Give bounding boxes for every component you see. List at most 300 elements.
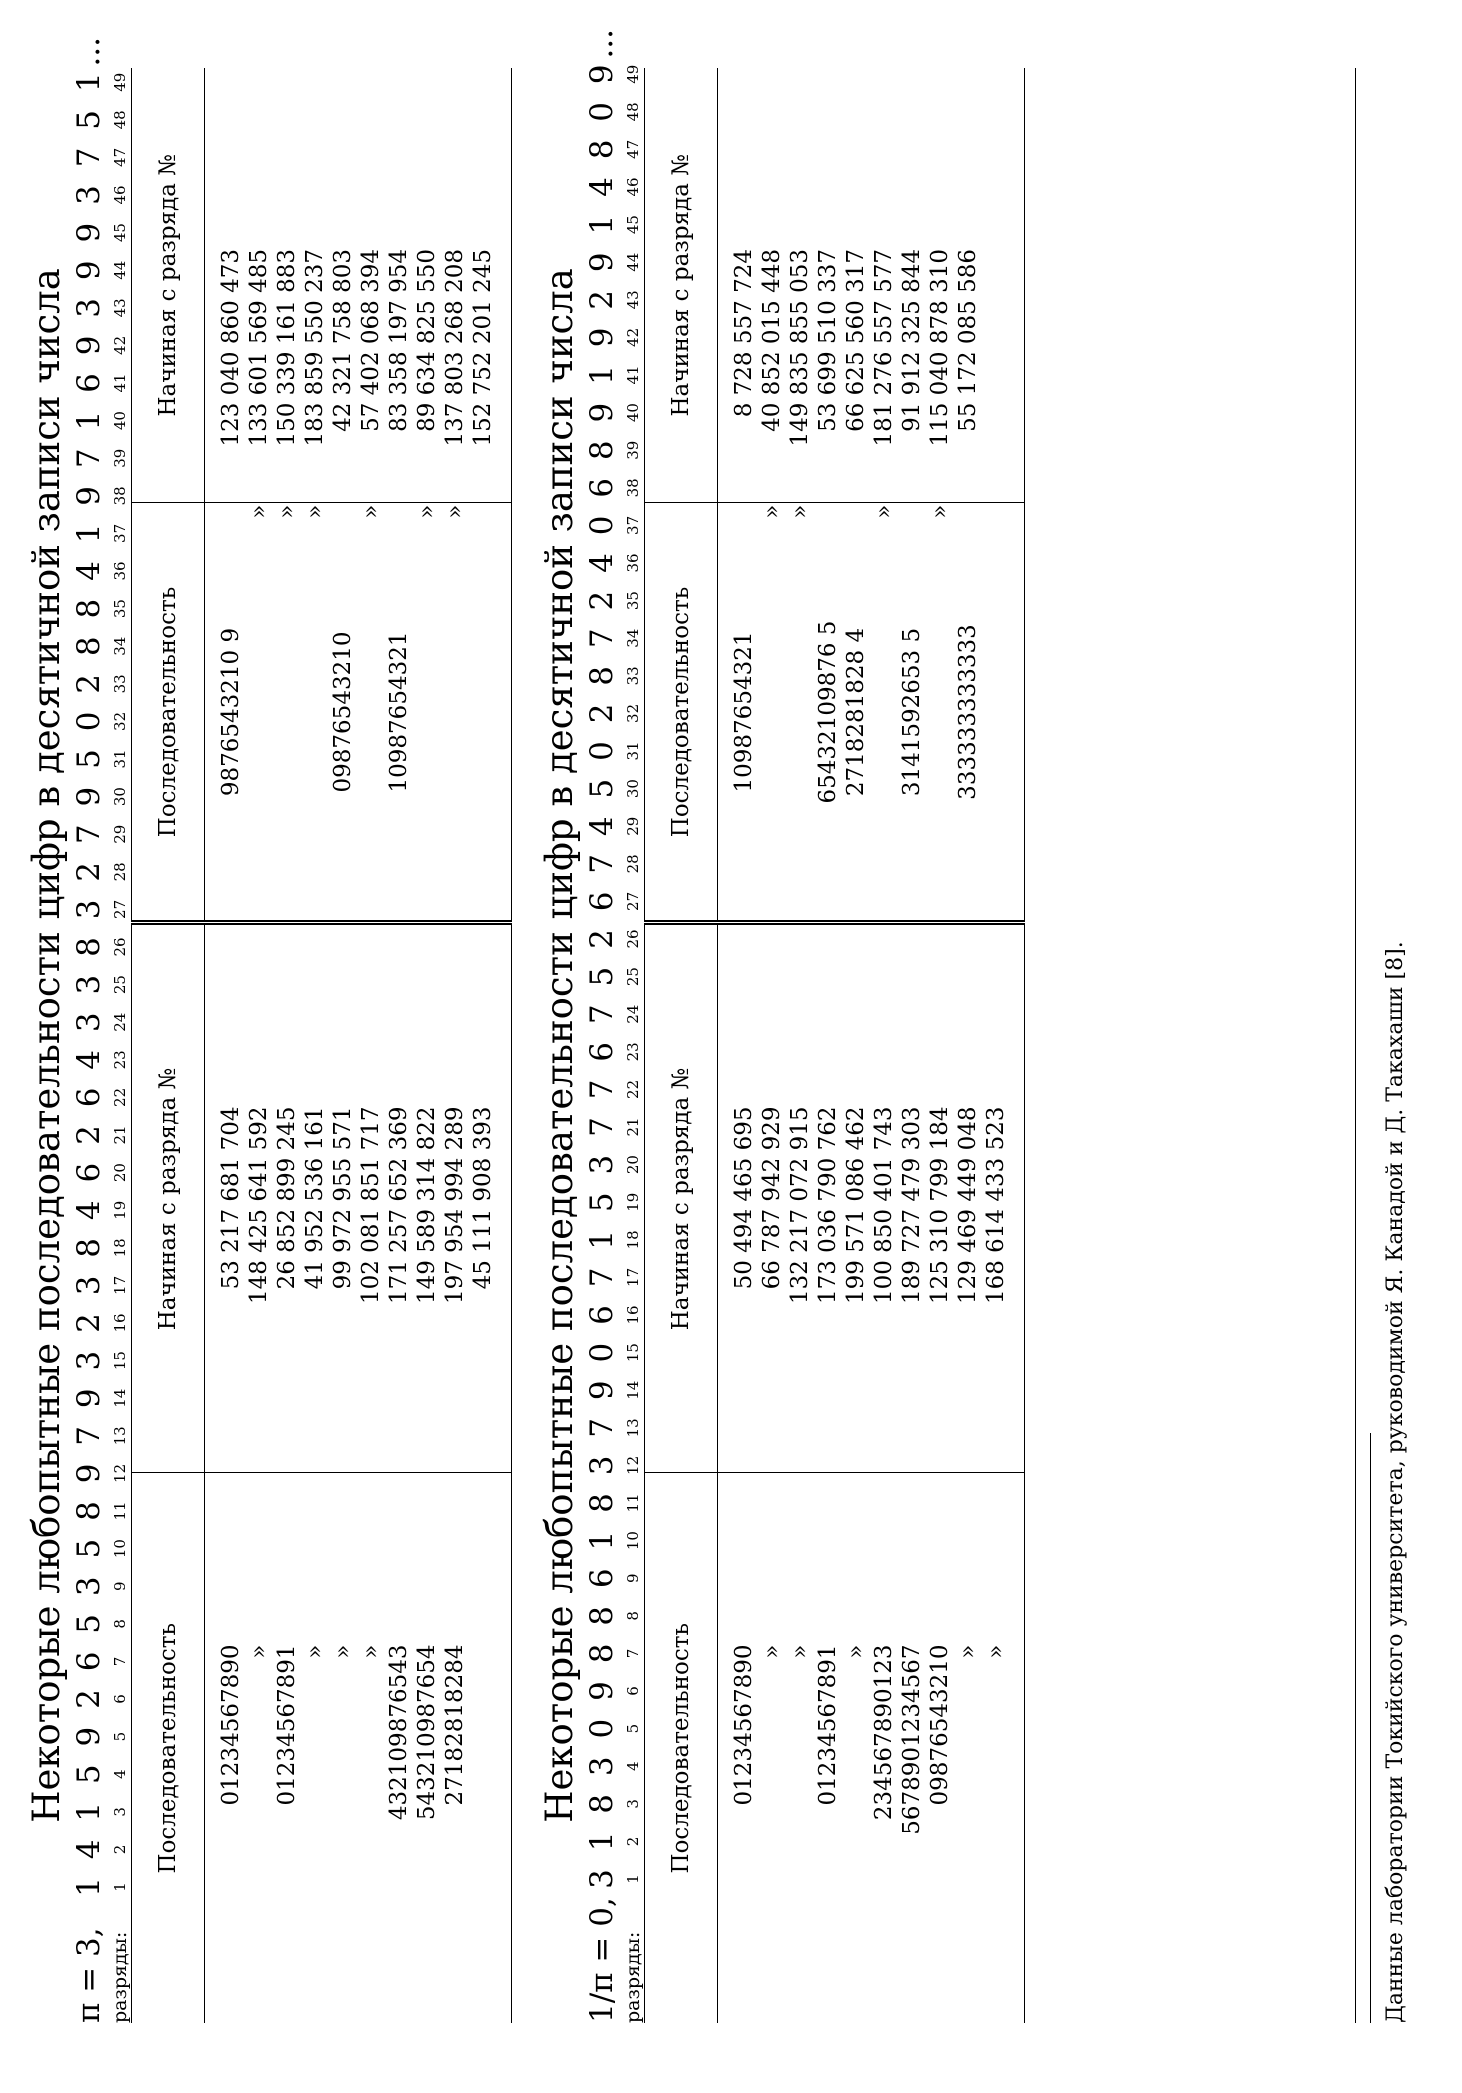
table-cell-line: » [442, 504, 468, 519]
digit: 3 [71, 185, 107, 205]
indices-row [622, 64, 644, 2023]
table-cell-line: 137 803 268 208 [442, 249, 468, 447]
digit: 1 [584, 1831, 620, 1852]
digit: 1 [584, 1229, 620, 1250]
digit: 9 [71, 485, 107, 506]
footnote: Данные лаборатории Токийского университета, руководимой Я. Канадой и Д. Такахаши [8]. [1383, 941, 1408, 2023]
digit-index: 37 [111, 523, 129, 543]
digit-index: 39 [624, 440, 642, 460]
table-cell-line: 8 728 557 724 [731, 249, 757, 418]
digit-index: 29 [111, 824, 129, 844]
digit-index: 27 [111, 899, 129, 919]
digit: 5 [71, 1538, 107, 1559]
digit-index: 29 [624, 816, 642, 836]
table-cell-line: » [302, 1644, 328, 1659]
table-cell-line: 53 217 681 704 [218, 1106, 244, 1290]
digit-index: 33 [624, 666, 642, 686]
digit: 8 [584, 1793, 620, 1814]
digit-index: 44 [111, 260, 129, 280]
table-cell-line: » [955, 1644, 981, 1659]
digit-index: 16 [111, 1313, 129, 1333]
header-sequence: Последовательность [645, 503, 718, 923]
digit: 1 [584, 365, 620, 385]
table-cell-line: 55 172 085 586 [955, 249, 981, 432]
table-cell-line: 01234567890 [731, 1644, 757, 1806]
digit: 3 [584, 1869, 620, 1889]
digit-index: 10 [111, 1539, 129, 1559]
digit: 7 [584, 1117, 620, 1137]
digit-index: 24 [624, 1004, 642, 1024]
digit-index: 16 [624, 1305, 642, 1325]
digit-index: 15 [111, 1351, 129, 1371]
digit: 9 [71, 786, 107, 807]
digit-index: 22 [624, 1079, 642, 1099]
digit: 7 [71, 147, 107, 168]
digit-index: 14 [111, 1388, 129, 1408]
digit-index: 17 [624, 1267, 642, 1287]
digit: 2 [584, 703, 620, 724]
digit: 6 [584, 891, 620, 912]
table-cell-line: 83 358 197 954 [386, 249, 412, 432]
digit-index: 25 [111, 975, 129, 995]
digit: 8 [584, 139, 620, 160]
digits-row [69, 37, 109, 2023]
table-cell-line: 102 081 851 717 [358, 1106, 384, 1305]
digit-index: 9 [111, 1581, 129, 1591]
digit-index: 33 [111, 674, 129, 694]
table-cell-line: 115 040 878 310 [927, 249, 953, 447]
table-cell-line: 01234567890 [218, 1644, 244, 1806]
table-cell-line: 53 699 510 337 [815, 249, 841, 432]
digit-index: 15 [624, 1343, 642, 1363]
digit-index: 10 [624, 1531, 642, 1551]
digit-index: 49 [111, 72, 129, 92]
digit-index: 30 [111, 787, 129, 807]
digit: 4 [71, 1839, 107, 1860]
table-cell-line: » [983, 1644, 1009, 1659]
digit-index: 43 [624, 290, 642, 310]
table-cell-line: 148 425 641 592 [246, 1106, 272, 1305]
right-sequences-cell [205, 503, 512, 923]
digit: 2 [71, 861, 107, 882]
digit-index: 4 [111, 1769, 129, 1779]
digit: 1 [584, 214, 620, 235]
digit-index: 38 [624, 478, 642, 498]
digit-index: 20 [624, 1155, 642, 1175]
header-position: Начиная с разряда № [645, 923, 718, 1473]
digit: 8 [71, 937, 107, 957]
table-cell-line: 2718281828 4 [843, 627, 869, 797]
digit-index: 13 [624, 1418, 642, 1438]
table-cell-line: » [246, 1644, 272, 1659]
page-content [25, 29, 1408, 2023]
digit: 4 [584, 816, 620, 837]
digit-index: 47 [111, 147, 129, 167]
digit-index: 8 [624, 1611, 642, 1621]
digit-index: 49 [624, 64, 642, 84]
table-cell-line: 57 402 068 394 [358, 249, 384, 432]
digit: 3 [584, 1455, 620, 1476]
digit-index: 11 [111, 1501, 129, 1521]
digit: 0 [584, 741, 620, 761]
digit-index: 19 [624, 1192, 642, 1212]
digit: 2 [71, 1125, 107, 1145]
digit: 9 [584, 252, 620, 273]
table-cell-line: 125 310 799 184 [927, 1106, 953, 1305]
table-cell-line: » [330, 1644, 356, 1659]
digit: 7 [584, 1004, 620, 1025]
digit: 8 [584, 665, 620, 686]
table-cell-line: 66 787 942 929 [759, 1106, 785, 1290]
digit: 5 [584, 778, 620, 799]
digit-index: 47 [624, 139, 642, 159]
table-cell-line: » [927, 504, 953, 519]
table-cell-line: » [246, 504, 272, 519]
sequences-table [644, 68, 1025, 2023]
digit-index: 23 [624, 1042, 642, 1062]
table-cell-line: » [358, 504, 384, 519]
digit: 1 [71, 523, 107, 544]
digit-index: 12 [111, 1463, 129, 1483]
table-cell-line: » [787, 1644, 813, 1659]
table-cell-line: » [787, 504, 813, 519]
digit-index: 6 [111, 1694, 129, 1704]
digit-index: 14 [624, 1380, 642, 1400]
digit-index: 18 [111, 1238, 129, 1258]
digit: 9 [71, 1463, 107, 1484]
digit-index: 46 [624, 177, 642, 197]
digit-index: 6 [624, 1686, 642, 1696]
table-cell-line: » [759, 504, 785, 519]
indices-label: разряды: [622, 1931, 644, 2023]
digit-index: 40 [111, 411, 129, 431]
digit: 4 [71, 561, 107, 581]
digit: 5 [71, 1613, 107, 1634]
digit-index: 24 [111, 1012, 129, 1032]
table-cell-line: 149 835 855 053 [787, 249, 813, 447]
digit: 7 [584, 628, 620, 649]
digit: 3 [71, 1350, 107, 1371]
table-cell-line: 171 257 652 369 [386, 1106, 412, 1305]
digit: 3 [71, 1012, 107, 1033]
table-cell-line: 197 954 994 289 [442, 1106, 468, 1305]
digit-index: 26 [624, 929, 642, 949]
digit-index: 21 [624, 1117, 642, 1137]
header-sequence: Последовательность [132, 1473, 205, 2023]
digit: 1 [71, 1801, 107, 1822]
indices-label: разряды: [109, 1931, 131, 2023]
digit: 3 [71, 899, 107, 920]
table-cell-line: 189 727 479 303 [899, 1106, 925, 1305]
digit-index: 11 [624, 1493, 642, 1513]
table-cell-line: 132 217 072 915 [787, 1106, 813, 1305]
digit-index: 48 [624, 102, 642, 122]
header-position: Начиная с разряда № [132, 68, 205, 503]
digit: 6 [584, 1568, 620, 1589]
digit: 5 [71, 1764, 107, 1785]
table-cell-line: 129 469 449 048 [955, 1106, 981, 1305]
digit: 0 [584, 1718, 620, 1739]
digit: 0 [584, 515, 620, 536]
digit: 1 [71, 1877, 107, 1897]
digit-index: 4 [624, 1761, 642, 1771]
digit: 7 [584, 853, 620, 874]
digit: 7 [71, 1425, 107, 1446]
table-cell-line: 01234567891 [815, 1644, 841, 1806]
table-cell-line: 09876543210 [330, 631, 356, 793]
digit: 8 [71, 598, 107, 619]
digit-index: 35 [624, 591, 642, 611]
digit: 8 [584, 1493, 620, 1513]
table-cell-line: 432109876543 [386, 1644, 412, 1821]
digit-index: 23 [111, 1050, 129, 1070]
table-cell-line: 91 912 325 844 [899, 249, 925, 432]
digit: 7 [584, 1267, 620, 1288]
digit-index: 40 [624, 403, 642, 423]
digit-index: 7 [624, 1648, 642, 1659]
table-cell-line: 199 571 086 462 [843, 1106, 869, 1305]
table-cell-line: 09876543210 [927, 1644, 953, 1806]
left-sequences-cell [205, 1473, 512, 2023]
digit-index: 28 [624, 854, 642, 874]
digit: 3 [71, 297, 107, 318]
digit-index: 36 [624, 553, 642, 573]
table-cell-line: 65432109876 5 [815, 620, 841, 804]
digit: 9 [71, 1388, 107, 1409]
digit: 2 [584, 929, 620, 949]
digit: 7 [584, 1417, 620, 1438]
digit: 6 [71, 373, 107, 393]
digit-index: 5 [111, 1731, 129, 1742]
right-positions-cell [205, 68, 512, 503]
digit: 6 [584, 1305, 620, 1325]
digit-index: 38 [111, 486, 129, 506]
digit: 7 [584, 1079, 620, 1100]
digit: 7 [71, 824, 107, 845]
table-cell-line: » [302, 504, 328, 519]
table-cell-line: 99 972 955 571 [330, 1106, 356, 1290]
section-title: Некоторые любопытные последовательности цифр в десятичной записи числа [25, 268, 68, 1823]
digit-index: 41 [111, 373, 129, 393]
table-cell-line: 234567890123 [871, 1644, 897, 1821]
digit: 9 [71, 260, 107, 281]
digit-index: 46 [111, 185, 129, 205]
digit-index: 30 [624, 779, 642, 799]
table-cell-line: » [759, 1644, 785, 1659]
digit-index: 42 [624, 327, 642, 347]
table-cell-line: 123 040 860 473 [218, 249, 244, 447]
table-cell-line: 149 589 314 822 [414, 1106, 440, 1305]
digit: 2 [584, 590, 620, 611]
digit-index: 25 [624, 967, 642, 987]
digit-index: 3 [111, 1807, 129, 1817]
table-cell-line: 40 852 015 448 [759, 249, 785, 432]
table-cell-line: 173 036 790 762 [815, 1106, 841, 1305]
header-sequence: Последовательность [645, 1473, 718, 2023]
digit: 1 [584, 1530, 620, 1551]
header-position: Начиная с разряда № [645, 68, 718, 503]
digit-index: 43 [111, 298, 129, 318]
digit-index: 41 [624, 365, 642, 385]
digit: 2 [584, 289, 620, 310]
right-positions-cell [718, 68, 1025, 503]
table-cell-line: 10987654321 [731, 631, 757, 793]
digit: 7 [71, 448, 107, 469]
table-cell-line: 152 752 201 245 [470, 249, 496, 447]
digit-index: 32 [624, 703, 642, 723]
digit-index: 18 [624, 1230, 642, 1250]
digits-ellipsis: ... [71, 37, 107, 67]
digit: 8 [584, 440, 620, 461]
table-cell-line: 50 494 465 695 [731, 1106, 757, 1290]
digit: 3 [71, 974, 107, 995]
digit-index: 17 [111, 1275, 129, 1295]
digit-index: 35 [111, 599, 129, 619]
indices-row [109, 68, 131, 2023]
digit-index: 3 [624, 1799, 642, 1809]
digit: 9 [584, 1380, 620, 1401]
digit: 4 [71, 1049, 107, 1070]
table-cell-line: 01234567891 [274, 1644, 300, 1806]
digit: 2 [71, 1313, 107, 1333]
digit: 0 [584, 101, 620, 122]
digit: 8 [584, 1605, 620, 1626]
digit-index: 28 [111, 862, 129, 882]
table-cell-line: 26 852 899 245 [274, 1106, 300, 1290]
section-inverse-pi [538, 29, 1025, 2023]
digit-index: 20 [111, 1163, 129, 1183]
digit-index: 19 [111, 1200, 129, 1220]
table-cell-line: 100 850 401 743 [871, 1106, 897, 1305]
digit: 9 [71, 1726, 107, 1747]
digit: 3 [71, 1576, 107, 1597]
digit: 5 [584, 1192, 620, 1213]
digit-index: 12 [624, 1455, 642, 1475]
table-cell-line: » [274, 504, 300, 519]
section-title: Некоторые любопытные последовательности цифр в десятичной записи числа [538, 268, 581, 1823]
digit: 8 [584, 1643, 620, 1664]
left-positions-cell [205, 923, 512, 1473]
digit: 9 [584, 64, 620, 85]
digit: 0 [71, 711, 107, 732]
digit: 0 [584, 1342, 620, 1363]
digit-index: 27 [624, 891, 642, 911]
digit: 9 [584, 402, 620, 423]
digit: 6 [584, 1041, 620, 1062]
left-positions-cell [718, 923, 1025, 1473]
table-cell-line: 133 601 569 485 [246, 249, 272, 447]
digit: 8 [71, 636, 107, 657]
digit-index: 42 [111, 335, 129, 355]
sequences-table [131, 68, 512, 2023]
digit: 1 [71, 72, 107, 93]
digit-index: 1 [624, 1874, 642, 1884]
table-cell-line: 181 276 557 577 [871, 249, 897, 447]
digit-index: 31 [111, 749, 129, 769]
digit: 4 [71, 1200, 107, 1221]
table-cell-line: 41 952 536 161 [302, 1106, 328, 1290]
digit-index: 37 [624, 515, 642, 535]
digit: 3 [584, 1756, 620, 1777]
digit-index: 9 [624, 1573, 642, 1583]
digit-index: 34 [624, 628, 642, 648]
digit-index: 21 [111, 1125, 129, 1145]
digit-index: 2 [111, 1844, 129, 1855]
digit-index: 7 [111, 1656, 129, 1667]
digit-index: 34 [111, 636, 129, 656]
digit: 6 [71, 1087, 107, 1108]
header-position: Начиная с разряда № [132, 923, 205, 1473]
digit: 9 [71, 335, 107, 356]
digit-index: 48 [111, 110, 129, 130]
table-cell-line: 89 634 825 550 [414, 249, 440, 432]
table-cell-line: 27182818284 [442, 1644, 468, 1806]
table-cell-line: 10987654321 [386, 631, 412, 793]
table-cell-line: 183 859 550 237 [302, 249, 328, 447]
number-label: 1/π = 0, [584, 1897, 620, 2023]
digit: 5 [71, 749, 107, 769]
digit-index: 32 [111, 711, 129, 731]
table-cell-line: » [843, 1644, 869, 1659]
digit: 2 [71, 1689, 107, 1709]
table-cell-line: » [414, 504, 440, 519]
digit-index: 8 [111, 1619, 129, 1629]
table-cell-line: » [871, 504, 897, 519]
table-cell-line: 168 614 433 523 [983, 1106, 1009, 1305]
digit: 4 [584, 553, 620, 573]
digit: 5 [584, 966, 620, 987]
digit: 9 [71, 222, 107, 243]
digit: 8 [71, 1501, 107, 1521]
digit-index: 45 [111, 223, 129, 243]
digit: 9 [584, 1681, 620, 1701]
table-cell-line: 5678901234567 [899, 1644, 925, 1835]
digit-index: 2 [624, 1836, 642, 1847]
table-cell-line: » [358, 1644, 384, 1659]
table-cell-line: 66 625 560 317 [843, 249, 869, 432]
digit-index: 39 [111, 448, 129, 468]
digit: 2 [71, 673, 107, 694]
right-sequences-cell [718, 503, 1025, 923]
section-pi [25, 37, 512, 2023]
table-cell-line: 9876543210 9 [218, 627, 244, 797]
digit: 3 [584, 1154, 620, 1175]
digit-index: 44 [624, 252, 642, 272]
digits-ellipsis: ... [584, 29, 620, 59]
digit-index: 36 [111, 561, 129, 581]
header-sequence: Последовательность [132, 503, 205, 923]
table-cell-line: 3141592653 5 [899, 627, 925, 797]
footnote-rule-short [1370, 1433, 1371, 2023]
table-cell-line: 543210987654 [414, 1644, 440, 1821]
digit: 4 [584, 177, 620, 197]
number-label: π = 3, [71, 1927, 107, 2023]
digit-index: 1 [111, 1882, 129, 1892]
table-cell-line: 150 339 161 883 [274, 249, 300, 447]
footnote-rule-long [1355, 68, 1356, 2023]
digit: 6 [71, 1162, 107, 1183]
digit-index: 45 [624, 215, 642, 235]
digit: 1 [71, 410, 107, 431]
digit: 6 [71, 1651, 107, 1672]
digits-row [582, 29, 622, 2023]
digit: 5 [71, 109, 107, 130]
digit: 3 [71, 1275, 107, 1296]
table-cell-line: 333333333333 [955, 624, 981, 800]
digit-index: 5 [624, 1723, 642, 1734]
digit: 6 [584, 477, 620, 498]
digit-index: 26 [111, 937, 129, 957]
